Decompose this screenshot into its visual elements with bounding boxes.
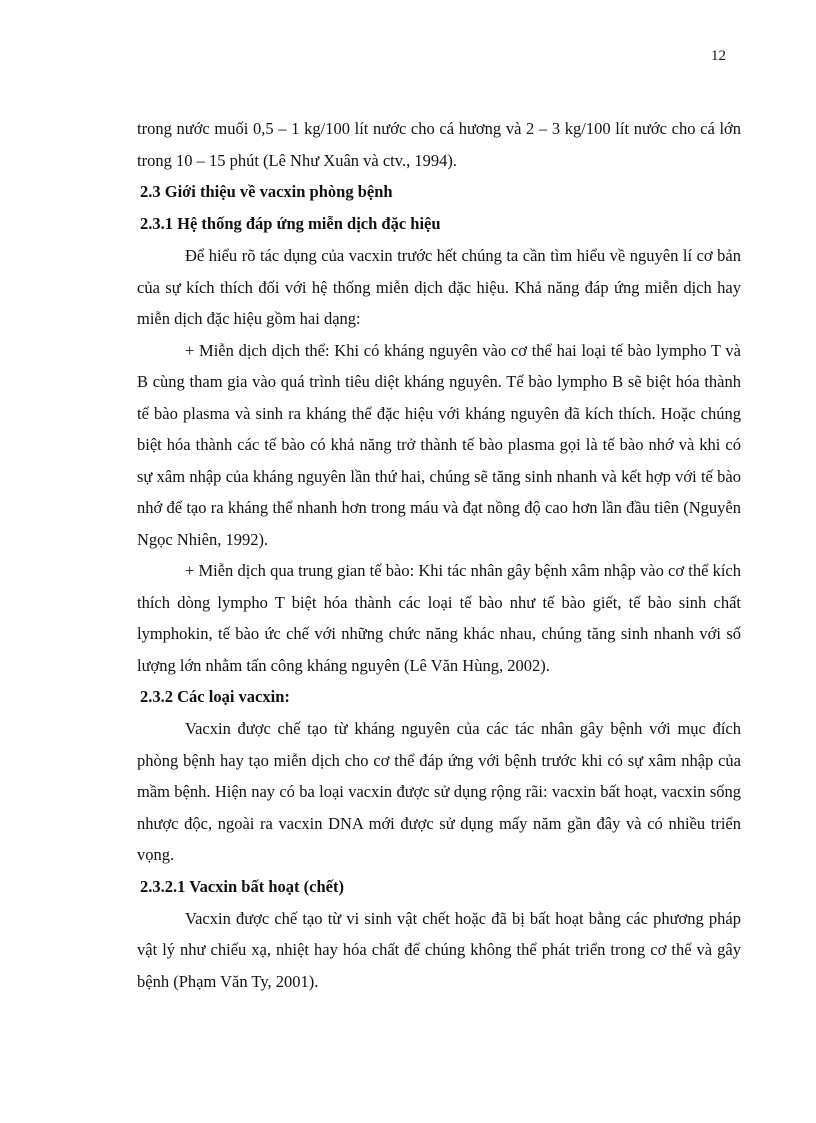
paragraph-inactivated-vaccine: Vacxin được chế tạo từ vi sinh vật chết hoặc đã bị bất hoạt bằng các phương pháp vật lý như chiếu xạ, nhiệt hay hóa chất để chúng không thể phát triển trong cơ thể và gây bệnh (Phạm Văn Ty, 2001). (137, 908, 741, 991)
page-number: 12 (711, 48, 726, 64)
paragraph-vaccine-types: Vacxin được chế tạo từ kháng nguyên của các tác nhân gây bệnh với mục đích phòng bệnh hay tạo miễn dịch cho cơ thể đáp ứng với bệnh trước khi có sự xâm nhập của mầm bệnh. Hiện nay có ba loại vacxin được sử dụng rộng rãi: vacxin bất hoạt, vacxin sống nhược độc, ngoài ra vacxin DNA mới được sử dụng mấy năm gần đây và có nhiều triển vọng. (137, 719, 741, 864)
continuation-paragraph: trong nước muối 0,5 – 1 kg/100 lít nước cho cá hương và 2 – 3 kg/100 lít nước cho cá lớn trong 10 – 15 phút (Lê Như Xuân và ctv., 1994). (137, 119, 741, 170)
paragraph-cellular-immunity: + Miễn dịch qua trung gian tế bào: Khi tác nhân gây bệnh xâm nhập vào cơ thể kích thích dòng lympho T biệt hóa thành các loại tế bào như tế bào giết, tế bào sinh chất lymphokin, tế bào ức chế với những chức năng khác nhau, chúng tăng sinh nhanh với số lượng lớn nhằm tấn công kháng nguyên (Lê Văn Hùng, 2002). (137, 561, 741, 675)
paragraph-immune-intro: Để hiểu rõ tác dụng của vacxin trước hết chúng ta cần tìm hiểu về nguyên lí cơ bản của sự kích thích đối với hệ thống miễn dịch đặc hiệu. Khả năng đáp ứng miễn dịch hay miễn dịch đặc hiệu gồm hai dạng: (137, 246, 741, 328)
page-content (137, 113, 741, 997)
section-heading-2-3-2-1: 2.3.2.1 Vacxin bất hoạt (chết) (140, 876, 344, 896)
paragraph-humoral-immunity: + Miễn dịch dịch thể: Khi có kháng nguyên vào cơ thể hai loại tế bào lympho T và B cùng tham gia vào quá trình tiêu diệt kháng nguyên. Tế bào lympho B sẽ biệt hóa thành tế bào plasma và sinh ra kháng thể đặc hiệu với kháng nguyên đã kích thích. Hoặc chúng biệt hóa thành các tế bào có khả năng trở thành tế bào plasma gọi là tế bào nhớ và khi có sự xâm nhập của kháng nguyên lần thứ hai, chúng sẽ tăng sinh nhanh và kết hợp với tế bào nhớ để tạo ra kháng thể nhanh hơn trong máu và đạt nồng độ cao hơn lần đầu tiên (Nguyễn Ngọc Nhiên, 1992). (137, 340, 741, 549)
section-heading-2-3-2: 2.3.2 Các loại vacxin: (140, 687, 290, 706)
section-heading-2-3-1: 2.3.1 Hệ thống đáp ứng miễn dịch đặc hiệu (140, 214, 441, 233)
section-heading-2-3: 2.3 Giới thiệu về vacxin phòng bệnh (140, 182, 393, 201)
